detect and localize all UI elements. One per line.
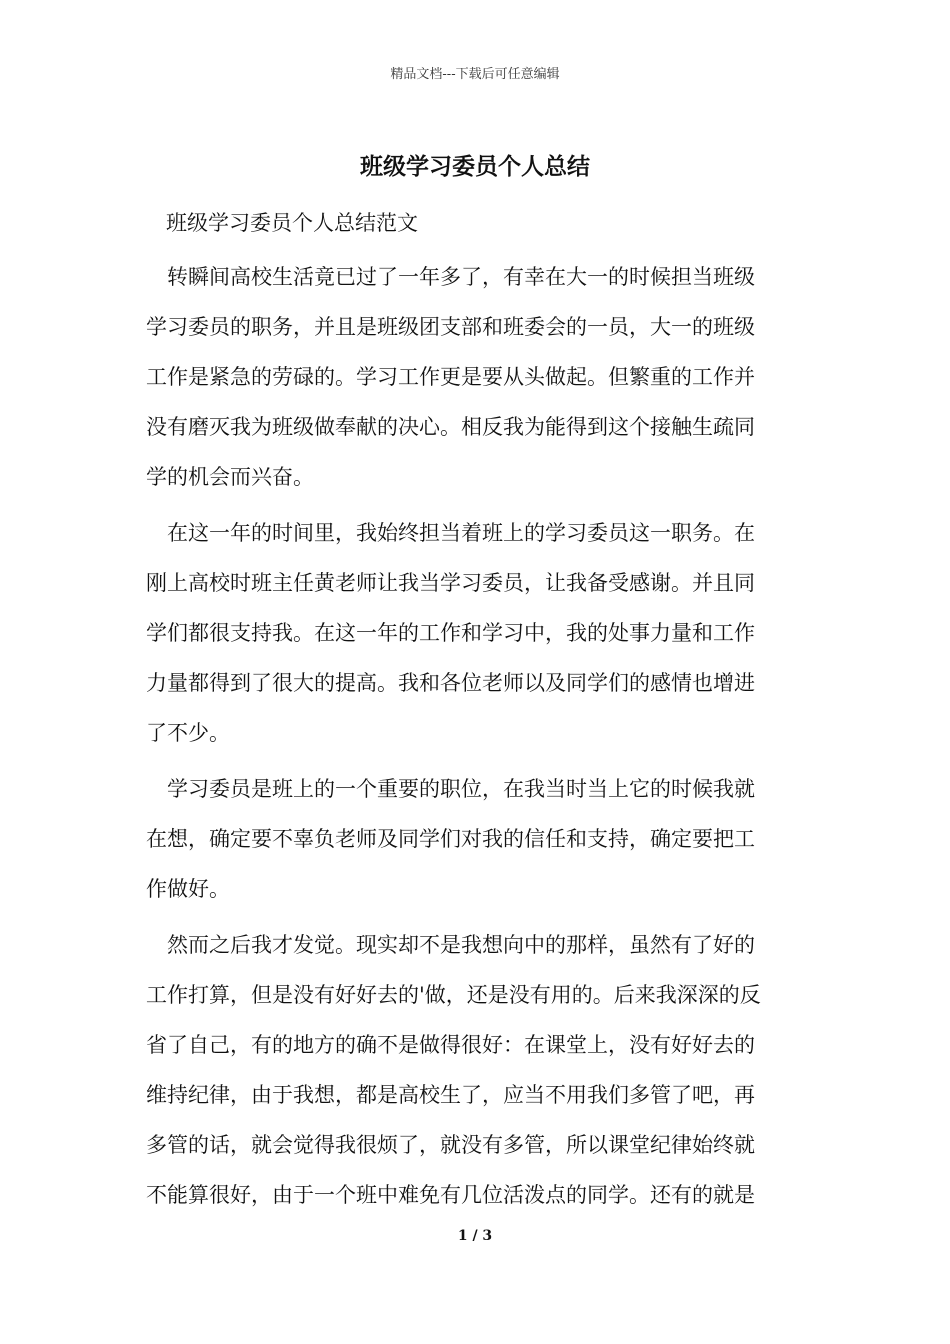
paragraph-line: 转瞬间高校生活竟已过了一年多了，有幸在大一的时候担当班级 (146, 265, 755, 289)
page-header: 精品文档---下载后可任意编辑 (390, 67, 560, 82)
document-subtitle: 班级学习委员个人总结范文 (166, 211, 418, 235)
document-body (146, 252, 810, 1226)
paragraph-line: 了不少。 (146, 721, 230, 745)
paragraph-1 (146, 252, 810, 502)
paragraph-line: 没有磨灭我为班级做奉献的决心。相反我为能得到这个接触生疏同 (146, 415, 755, 439)
paragraph-3 (146, 764, 810, 914)
paragraph-line: 省了自己，有的地方的确不是做得很好：在课堂上，没有好好去的 (146, 1033, 755, 1057)
paragraph-4 (146, 920, 810, 1220)
paragraph-line: 工作是紧急的劳碌的。学习工作更是要从头做起。但繁重的工作并 (146, 365, 755, 389)
document-title: 班级学习委员个人总结 (360, 153, 590, 180)
paragraph-line: 然而之后我才发觉。现实却不是我想向中的那样，虽然有了好的 (167, 933, 755, 957)
paragraph-line: 维持纪律，由于我想，都是高校生了，应当不用我们多管了吧，再 (146, 1083, 755, 1107)
paragraph-line: 学习委员的职务，并且是班级团支部和班委会的一员，大一的班级 (146, 315, 755, 339)
paragraph-line: 在这一年的时间里，我始终担当着班上的学习委员这一职务。在 (167, 521, 755, 545)
paragraph-line: 学习委员是班上的一个重要的职位，在我当时当上它的时候我就 (167, 777, 755, 801)
paragraph-line: 力量都得到了很大的提高。我和各位老师以及同学们的感情也增进 (146, 671, 755, 695)
paragraph-line: 刚上高校时班主任黄老师让我当学习委员，让我备受感谢。并且同 (146, 571, 755, 595)
paragraph-line: 在想，确定要不辜负老师及同学们对我的信任和支持，确定要把工 (146, 827, 755, 851)
page-number: 1 / 3 (457, 1228, 493, 1244)
paragraph-line: 作做好。 (146, 877, 230, 901)
paragraph-line: 多管的话，就会觉得我很烦了，就没有多管，所以课堂纪律始终就 (146, 1133, 755, 1157)
paragraph-line: 工作打算，但是没有好好去的'做，还是没有用的。后来我深深的反 (146, 983, 761, 1007)
paragraph-line: 不能算很好，由于一个班中难免有几位活泼点的同学。还有的就是 (146, 1183, 755, 1207)
paragraph-line: 学们都很支持我。在这一年的工作和学习中，我的处事力量和工作 (146, 621, 755, 645)
paragraph-line: 学的机会而兴奋。 (146, 465, 314, 489)
paragraph-2 (146, 508, 810, 758)
